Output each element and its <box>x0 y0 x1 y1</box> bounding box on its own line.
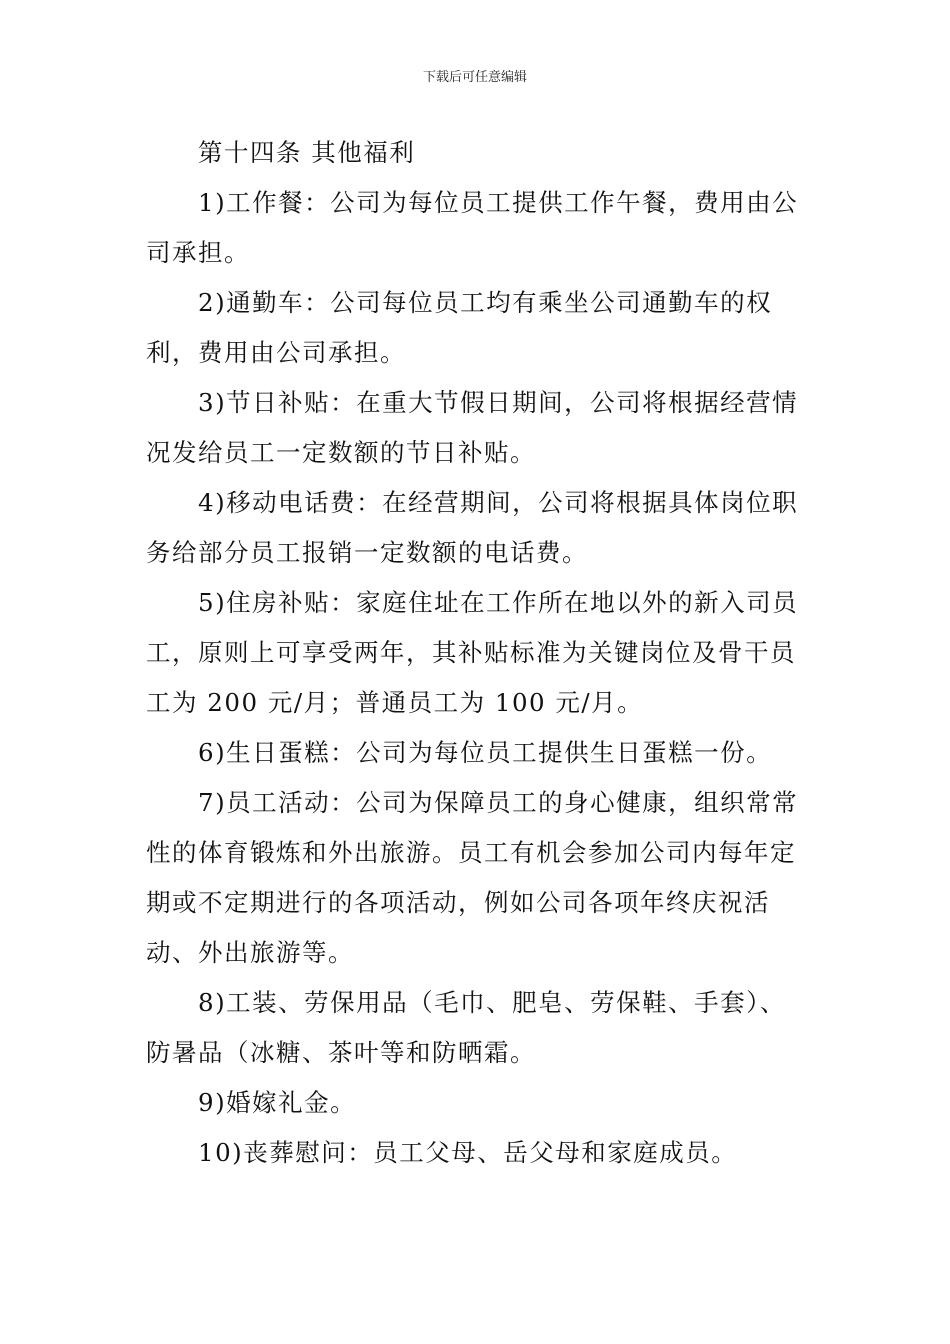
benefit-item-6: 6)生日蛋糕：公司为每位员工提供生日蛋糕一份。 <box>198 738 773 767</box>
benefit-item-10: 10)丧葬慰问：员工父母、岳父母和家庭成员。 <box>198 1138 738 1167</box>
benefit-item-7: 7)员工活动：公司为保障员工的身心健康，组织常常性的体育锻炼和外出旅游。员工有机会参加公司内每年定期或不定期进行的各项活动，例如公司各项年终庆祝活动、外出旅游等。 <box>146 788 799 967</box>
benefit-item-2: 2)通勤车：公司每位员工均有乘坐公司通勤车的权利，费用由公司承担。 <box>146 288 773 367</box>
benefit-item-4: 4)移动电话费：在经营期间，公司将根据具体岗位职务给部分员工报销一定数额的电话费。 <box>146 488 799 567</box>
benefit-item-5: 5)住房补贴：家庭住址在工作所在地以外的新入司员工，原则上可享受两年，其补贴标准为关键岗位及骨干员工为 200 元/月；普通员工为 100 元/月。 <box>146 588 799 717</box>
page-header-note: 下载后可任意编辑 <box>422 70 527 85</box>
benefit-item-1: 1)工作餐：公司为每位员工提供工作午餐，费用由公司承担。 <box>146 188 799 267</box>
benefit-item-9: 9)婚嫁礼金。 <box>198 1088 357 1117</box>
benefit-item-8: 8)工装、劳保用品（毛巾、肥皂、劳保鞋、手套）、防暑品（冰糖、茶叶等和防晒霜。 <box>146 988 786 1067</box>
document-body <box>146 128 806 1178</box>
article-title: 第十四条 其他福利 <box>198 138 416 167</box>
benefit-item-3: 3)节日补贴：在重大节假日期间，公司将根据经营情况发给员工一定数额的节日补贴。 <box>146 388 799 467</box>
